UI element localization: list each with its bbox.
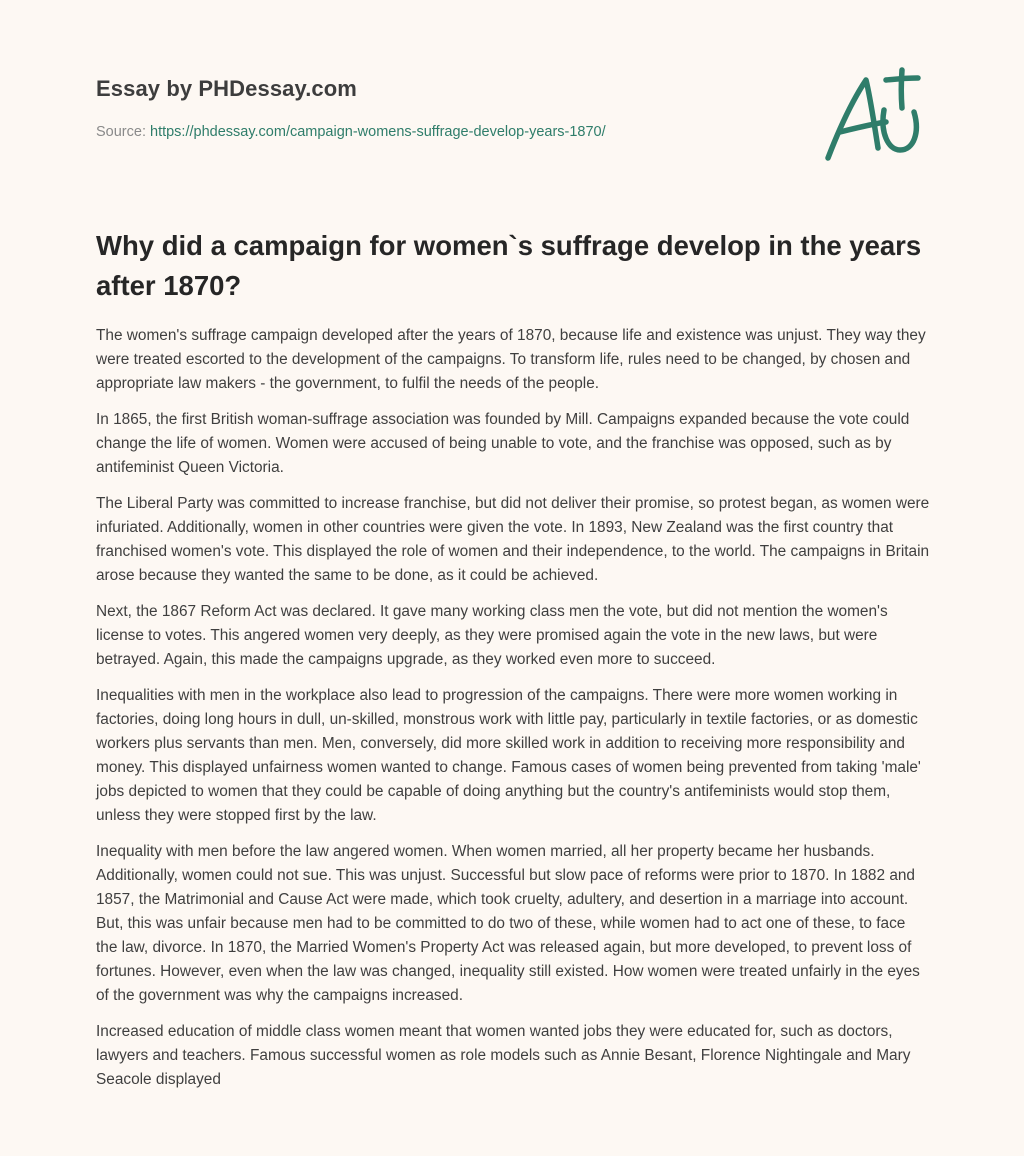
paragraph: Inequalities with men in the workplace also lead to progression of the campaigns. There were more women working in factories, doing long hours in dull, un-skilled, monstrous work with little pay, particularly in textile factories, or as domestic workers plus servants than men. Men, conversely, did more skilled work in addition to receiving more responsibility and money. This displayed unfairness women wanted to change. Famous cases of women being prevented from taking 'male' jobs depicted to women that they could be capable of doing anything but the country's antifeminists would stop them, unless they were stopped first by the law. [96, 687, 921, 824]
page [96, 0, 930, 1088]
source-line [96, 124, 606, 140]
source-link[interactable]: https://phdessay.com/campaign-womens-suffrage-develop-years-1870/ [150, 124, 606, 140]
article-body [96, 324, 930, 1104]
paragraph: The women's suffrage campaign developed after the years of 1870, because life and existence was unjust. They way they were treated escorted to the development of the campaigns. To transform life, rules need to be changed, by chosen and appropriate law makers - the government, to fulfil the needs of the people. [96, 327, 926, 392]
article-title: Why did a campaign for women`s suffrage develop in the years after 1870? [96, 230, 922, 301]
brand-title: Essay by PHDessay.com [96, 76, 357, 101]
paragraph: Next, the 1867 Reform Act was declared. It gave many working class men the vote, but did not mention the women's license to votes. This angered women very deeply, as they were promised again the vote in the new laws, but were betrayed. Again, this made the campaigns upgrade, as they worked even more to succeed. [96, 603, 888, 668]
a-plus-logo-icon [824, 66, 926, 164]
header [96, 0, 928, 200]
paragraph: Inequality with men before the law angered women. When women married, all her property became her husbands. Additionally, women could not sue. This was unjust. Successful but slow pace of reforms were prior to 1870. In 1882 and 1857, the Matrimonial and Cause Act were made, which took cruelty, adultery, and desertion in a marriage into account. But, this was unfair because men had to be committed to do two of these, while women had to act one of these, to face the law, divorce. In 1870, the Married Women's Property Act was released again, but more developed, to prevent loss of fortunes. However, even when the law was changed, inequality still existed. How women were treated unfairly in the eyes of the government was why the campaigns increased. [96, 843, 920, 1004]
paragraph: In 1865, the first British woman-suffrage association was founded by Mill. Campaigns expanded because the vote could change the life of women. Women were accused of being unable to vote, and the franchise was opposed, such as by antifeminist Queen Victoria. [96, 411, 910, 476]
paragraph: The Liberal Party was committed to increase franchise, but did not deliver their promise, so protest began, as women were infuriated. Additionally, women in other countries were given the vote. In 1893, New Zealand was the first country that franchised women's vote. This displayed the role of women and their independence, to the world. The campaigns in Britain arose because they wanted the same to be done, as it could be achieved. [96, 495, 930, 584]
source-label: Source: [96, 124, 150, 140]
paragraph: Increased education of middle class women meant that women wanted jobs they were educated for, such as doctors, lawyers and teachers. Famous successful women as role models such as Annie Besant, Florence Nightingale and Mary Seacole displayed [96, 1023, 911, 1088]
